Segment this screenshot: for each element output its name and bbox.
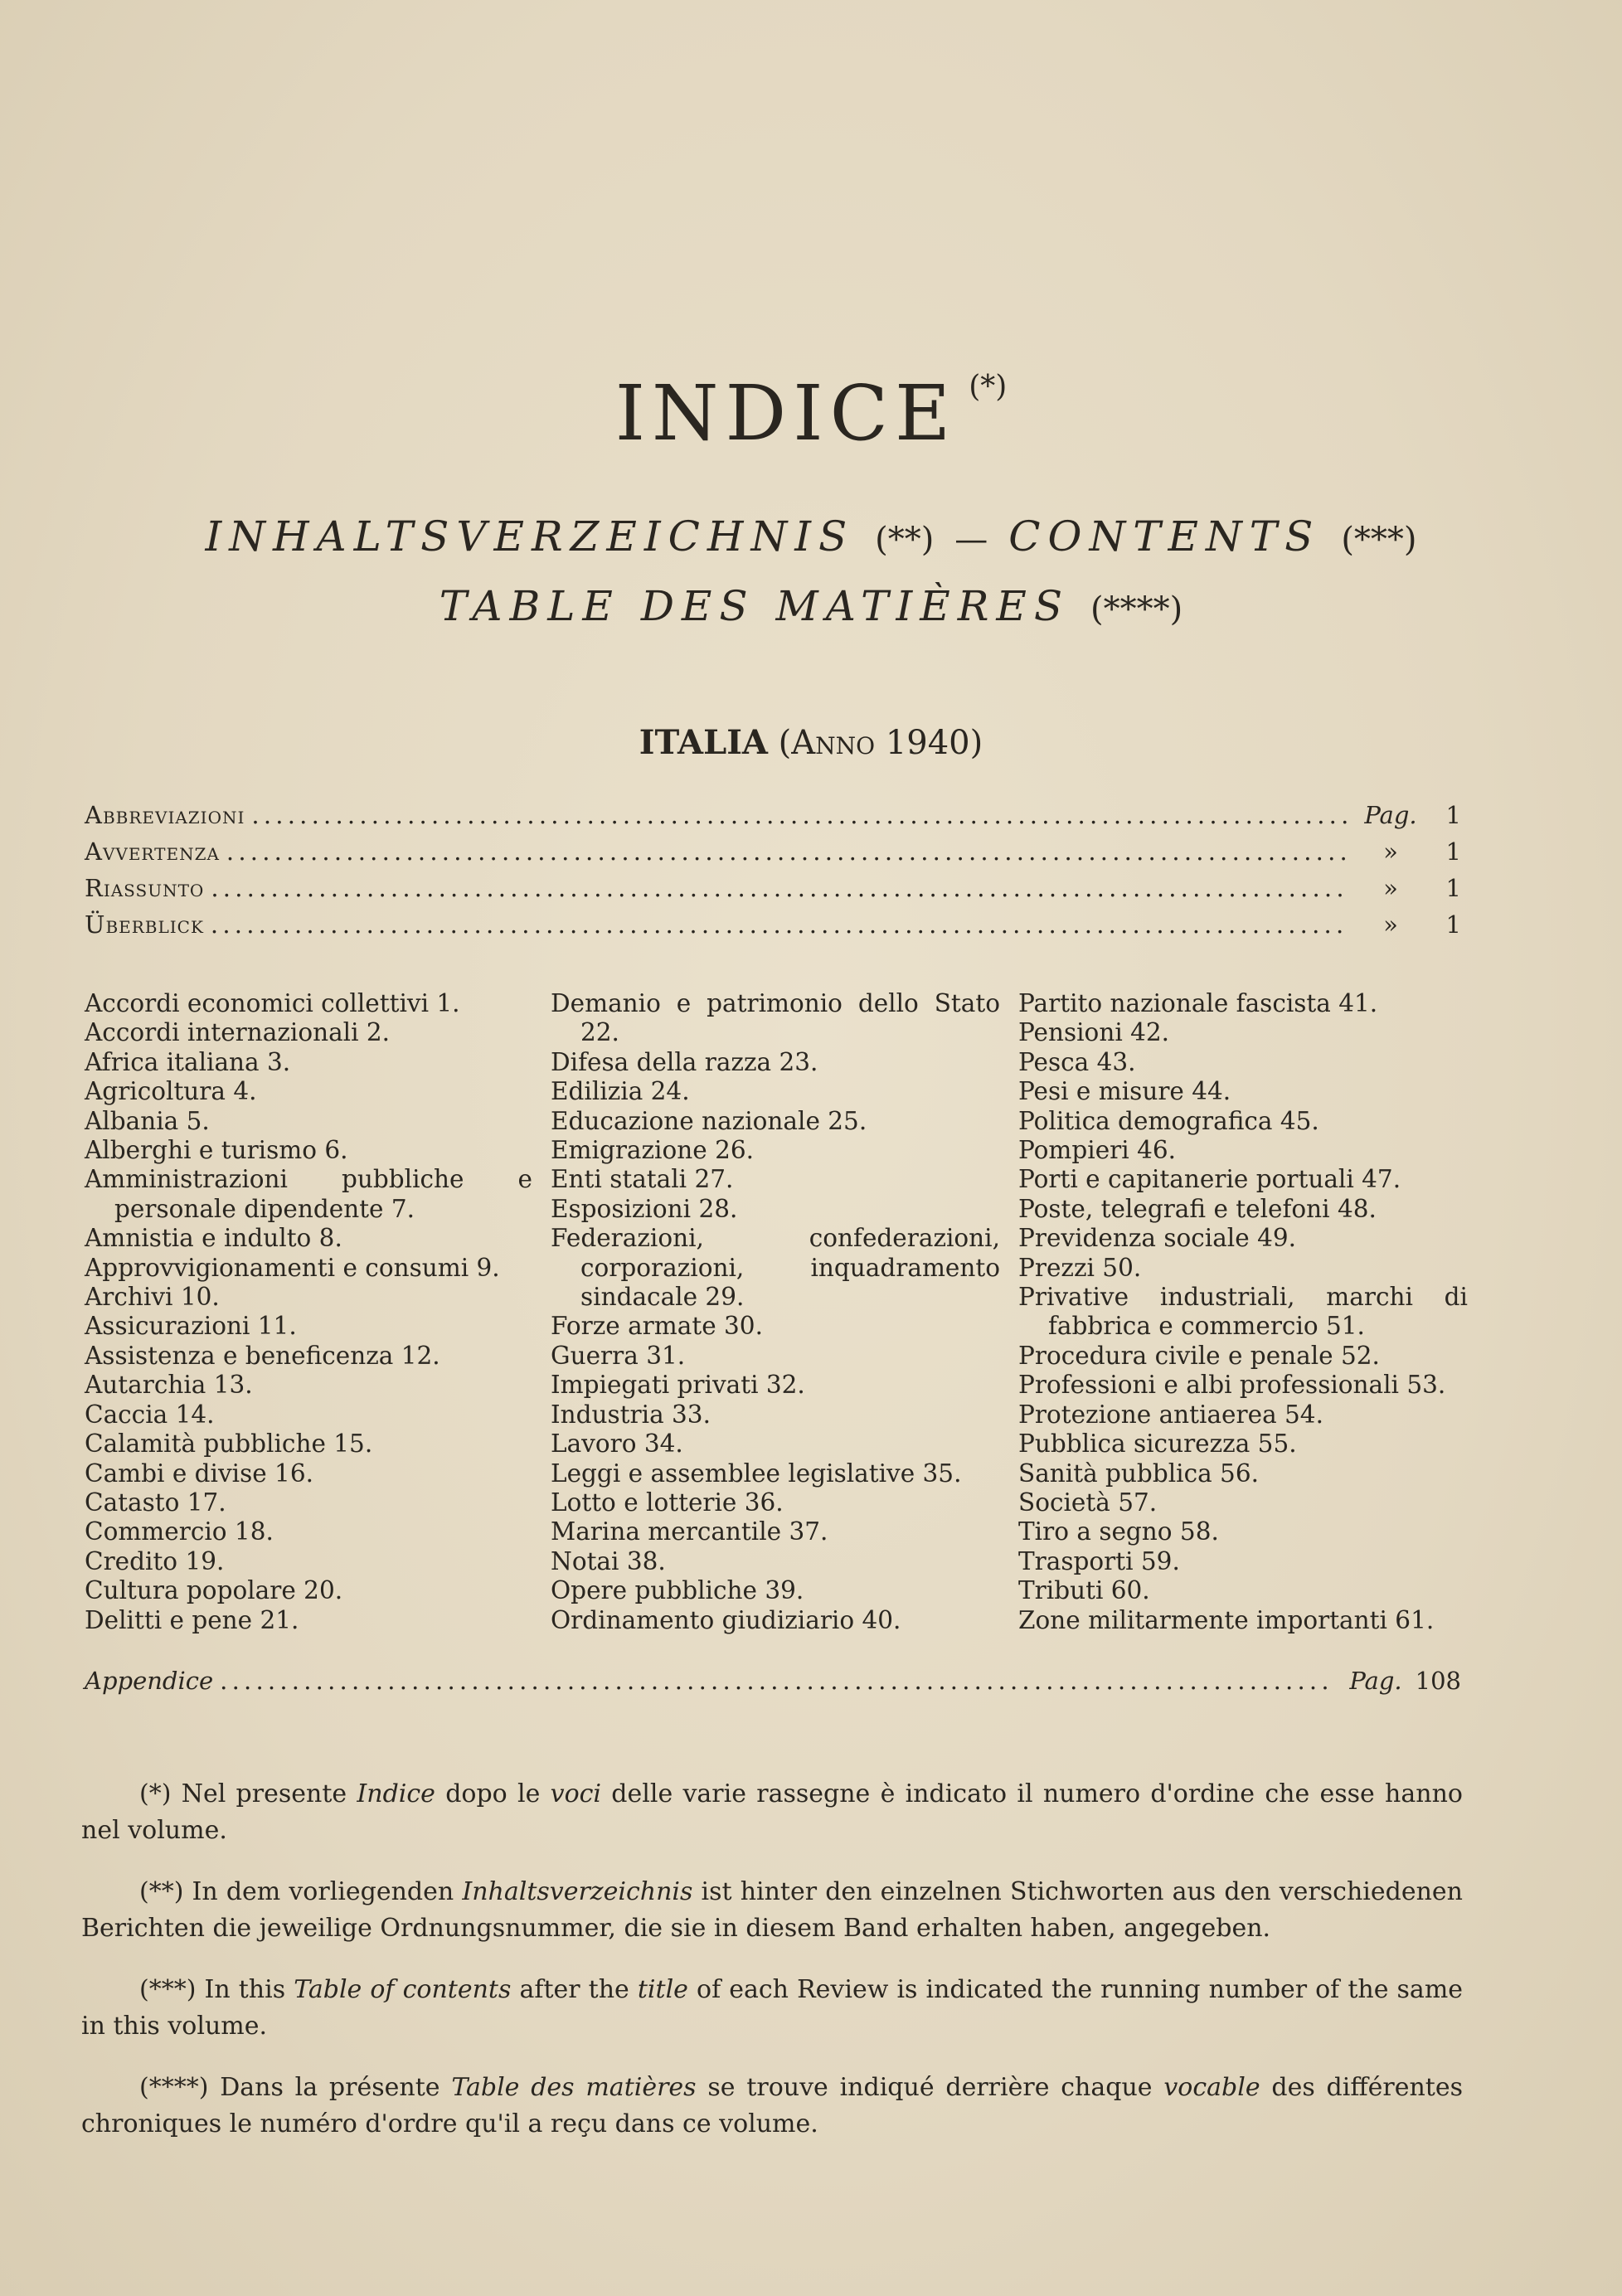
footnote-text: se trouve indiqué derrière chaque [707,2073,1153,2102]
index-entry: Poste, telegrafi e telefoni 48. [1018,1194,1377,1223]
index-entry: Archivi 10. [85,1283,220,1312]
index-entry: Professioni e albi professionali 53. [1018,1371,1446,1400]
index-entry: Opere pubbliche 39. [551,1576,804,1605]
index-entry: Notai 38. [551,1546,666,1575]
title-footnote-mark: (*) [969,370,1008,404]
index-entry: Accordi economici collettivi 1. [85,989,460,1017]
footnotes [81,1751,1463,2166]
index-entry: Pompieri 46. [1018,1136,1176,1165]
toc-page-prefix: Pag. [1349,1667,1402,1695]
index-entry: Partito nazionale fascista 41. [1018,989,1378,1017]
index-entry: Ordinamento giudiziario 40. [551,1605,901,1634]
index-entry: Politica demografica 45. [1018,1106,1319,1135]
footnote-emphasis: voci [550,1779,602,1808]
index-entry: Edilizia 24. [551,1077,690,1106]
footnote-emphasis: Inhaltsverzeichnis [462,1877,693,1906]
footnote-emphasis: Table of contents [294,1975,512,2004]
index-entry: Porti e capitanerie portuali 47. [1018,1165,1401,1194]
index-column-1 [85,989,532,1635]
index-entry: Tributi 60. [1018,1576,1150,1605]
index-entry: Previdenza sociale 49. [1018,1224,1296,1253]
index-entry: Lotto e lotterie 36. [551,1488,784,1517]
title-text: INDICE [614,369,958,458]
index-column-2 [551,989,1000,1635]
toc-page-prefix: » [1383,837,1398,866]
section-heading [0,723,1622,762]
subtitle-french: TABLE DES MATIÈRES [439,582,1071,630]
footnote-text: In this [204,1975,286,2004]
footnote-mark: (**) [139,1877,184,1906]
leader-dots [251,801,1347,829]
footnote-english [81,1972,1463,2045]
subtitle-english-mark: (***) [1341,521,1417,559]
index-entry: Enti statali 27. [551,1165,734,1194]
footnote-text: dopo le [445,1779,541,1808]
toc-row-riassunto [85,874,1461,910]
index-entry: Africa italiana 3. [85,1047,291,1076]
index-entry: Autarchia 13. [85,1371,253,1400]
index-entry: Forze armate 30. [551,1312,763,1341]
footnote-mark: (****) [139,2073,209,2102]
footnote-text: delle varie rassegne è indicato il numero d'ordine che esse hanno nel volume. [81,1779,1463,1845]
index-entry: Albania 5. [85,1106,210,1135]
page-title [0,369,1622,458]
index-entry: Società 57. [1018,1488,1158,1517]
toc-page-number: 108 [1415,1667,1461,1695]
footnote-italian [81,1776,1463,1849]
index-entry: Privative industriali, marchi di fabbrica e commercio 51. [1018,1283,1468,1341]
footnote-german [81,1874,1463,1947]
footnote-text: ist hinter den einzelnen Stichworten aus den verschiedenen Berichten die jeweilige Ordnungsnummer, die sie in diesem Band erhalten haben, angegeben. [81,1877,1463,1943]
index-entry: Trasporti 59. [1018,1546,1180,1575]
index-entry: Esposizioni 28. [551,1194,738,1223]
toc-row-uberblick [85,910,1461,947]
toc-page-number: 1 [1445,874,1461,902]
index-entry: Approvvigionamenti e consumi 9. [85,1253,500,1282]
index-entry: Pesca 43. [1018,1047,1136,1076]
toc-label: Überblick [85,910,204,939]
index-entry: Pensioni 42. [1018,1018,1170,1047]
subtitle-line-1 [0,512,1622,561]
footnote-emphasis: vocable [1163,2073,1260,2102]
index-columns [85,989,1468,1635]
footnote-mark: (*) [139,1779,172,1808]
index-entry: Pubblica sicurezza 55. [1018,1430,1297,1459]
index-entry: Prezzi 50. [1018,1253,1142,1282]
footnote-text: des différentes chroniques le numéro d'ordre qu'il a reçu dans ce volume. [81,2073,1464,2138]
toc-row-abbreviazioni [85,801,1461,837]
toc-page-number: 1 [1445,910,1461,939]
index-entry: Agricoltura 4. [85,1077,257,1106]
toc-page-number: 1 [1445,837,1461,866]
toc-page-number: 1 [1445,801,1461,829]
index-column-3 [1018,989,1468,1635]
leader-dots [211,910,1347,939]
toc-page-prefix: Pag. [1364,801,1417,829]
footnote-text: after the [519,1975,629,2004]
index-entry: Sanità pubblica 56. [1018,1459,1259,1488]
index-entry: Tiro a segno 58. [1018,1517,1219,1546]
index-entry: Cambi e divise 16. [85,1459,313,1488]
index-entry: Commercio 18. [85,1517,274,1546]
subtitle-german: INHALTSVERZEICHNIS [205,512,855,561]
index-entry: Industria 33. [551,1400,711,1429]
footnote-french [81,2070,1463,2143]
index-entry: Caccia 14. [85,1400,215,1429]
toc-label: Avvertenza [85,837,220,866]
index-entry: Cultura popolare 20. [85,1576,343,1605]
index-entry: Delitti e pene 21. [85,1605,299,1634]
footnote-emphasis: Indice [357,1779,435,1808]
index-entry: Alberghi e turismo 6. [85,1136,348,1165]
subtitle-french-mark: (****) [1090,590,1183,629]
index-entry: Difesa della razza 23. [551,1047,818,1076]
index-entry: Protezione antiaerea 54. [1018,1400,1323,1429]
index-entry: Guerra 31. [551,1341,686,1370]
index-entry: Pesi e misure 44. [1018,1077,1231,1106]
section-country: ITALIA [639,723,768,762]
index-entry: Credito 19. [85,1546,225,1575]
toc-page-prefix: » [1383,874,1398,902]
footnote-text: of each Review is indicated the running number of the same in this volume. [81,1975,1464,2041]
index-entry: Assicurazioni 11. [85,1312,297,1341]
footnote-text: Nel presente [181,1779,347,1808]
index-entry: Calamità pubbliche 15. [85,1430,373,1459]
section-year: (Anno 1940) [778,724,983,762]
index-entry: Educazione nazionale 25. [551,1106,867,1135]
toc-page-prefix: » [1383,910,1398,939]
index-entry: Amnistia e indulto 8. [85,1224,342,1253]
subtitle-dash: — [954,521,988,559]
index-entry: Accordi internazionali 2. [85,1018,391,1047]
index-entry: Zone militarmente importanti 61. [1018,1605,1435,1634]
index-entry: Impiegati privati 32. [551,1371,805,1400]
leader-dots [226,837,1347,866]
footnote-text: In dem vorliegenden [192,1877,454,1906]
leader-dots [220,1667,1332,1695]
index-entry: Assistenza e beneficenza 12. [85,1341,440,1370]
index-entry: Demanio e patrimonio dello Stato 22. [551,989,1000,1047]
index-entry: Emigrazione 26. [551,1136,755,1165]
toc-row-avvertenza [85,837,1461,874]
leader-dots [211,874,1347,902]
subtitle-line-2 [0,582,1622,630]
toc-row-appendice [85,1667,1461,1703]
toc-label: Riassunto [85,874,205,902]
toc-label: Abbreviazioni [85,801,245,829]
index-entry: Procedura civile e penale 52. [1018,1341,1380,1370]
index-entry: Marina mercantile 37. [551,1517,828,1546]
index-entry: Catasto 17. [85,1488,226,1517]
toc-label: Appendice [85,1667,214,1695]
index-entry: Lavoro 34. [551,1430,683,1459]
subtitle-english: CONTENTS [1008,512,1321,561]
index-entry: Federazioni, confederazioni, corporazioni, inquadramento sindacale 29. [551,1224,1000,1312]
footnote-text: Dans la présente [220,2073,440,2102]
footnote-emphasis: title [637,1975,688,2004]
subtitle-german-mark: (**) [875,521,935,559]
index-entry: Amministrazioni pubbliche e personale dipendente 7. [85,1165,532,1223]
index-entry: Leggi e assemblee legislative 35. [551,1459,962,1488]
footnote-emphasis: Table des matières [451,2073,697,2102]
footnote-mark: (***) [139,1975,197,2004]
